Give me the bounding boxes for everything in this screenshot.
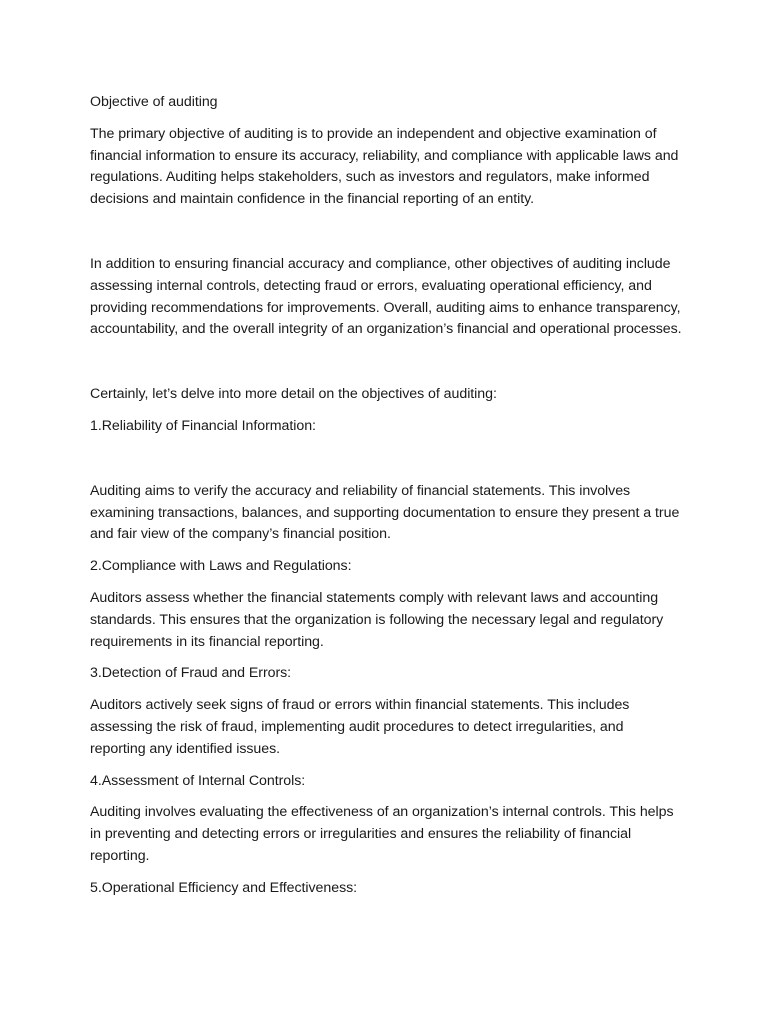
document-title: Objective of auditing: [90, 94, 218, 110]
intro-paragraph-2: In addition to ensuring financial accuracy and compliance, other objectives of auditing include assessing internal controls, detecting fraud or errors, evaluating operational efficiency, and providing recommendations for improvements. Overall, auditing aims to enhance transparency, accountability, and the overall integrity of an organization’s financial and operational processes.: [90, 255, 682, 338]
document-content: [90, 92, 682, 910]
section-1-heading: 1.Reliability of Financial Information:: [90, 417, 316, 434]
section-4-body: Auditing involves evaluating the effectiveness of an organization’s internal controls. This helps in preventing and detecting errors or irregularities and ensures the reliability of financial reporting.: [90, 804, 674, 864]
section-1-body: Auditing aims to verify the accuracy and reliability of financial statements. This involves examining transactions, balances, and supporting documentation to ensure they present a true and fair view of the company’s financial position.: [90, 482, 680, 543]
section-2-body: Auditors assess whether the financial statements comply with relevant laws and accounting standards. This ensures that the organization is following the necessary legal and regulatory requirements in its financial reporting.: [90, 589, 664, 650]
section-3-heading: 3.Detection of Fraud and Errors:: [90, 665, 292, 682]
section-4-heading: 4.Assessment of Internal Controls:: [90, 772, 306, 789]
intro-paragraph-1: The primary objective of auditing is to provide an independent and objective examination of financial information to ensure its accuracy, reliability, and compliance with applicable laws and regulations. Auditing helps stakeholders, such as investors and regulators, make informed decisions and maintain confidence in the financial reporting of an entity.: [90, 125, 679, 208]
section-5-heading: 5.Operational Efficiency and Effectiveness:: [90, 879, 358, 896]
section-2-heading: 2.Compliance with Laws and Regulations:: [90, 558, 352, 575]
section-3-body: Auditors actively seek signs of fraud or errors within financial statements. This includes assessing the risk of fraud, implementing audit procedures to detect irregularities, and reporting any identified issues.: [90, 697, 630, 757]
lead-in-text: Certainly, let’s delve into more detail on the objectives of auditing:: [90, 386, 497, 403]
